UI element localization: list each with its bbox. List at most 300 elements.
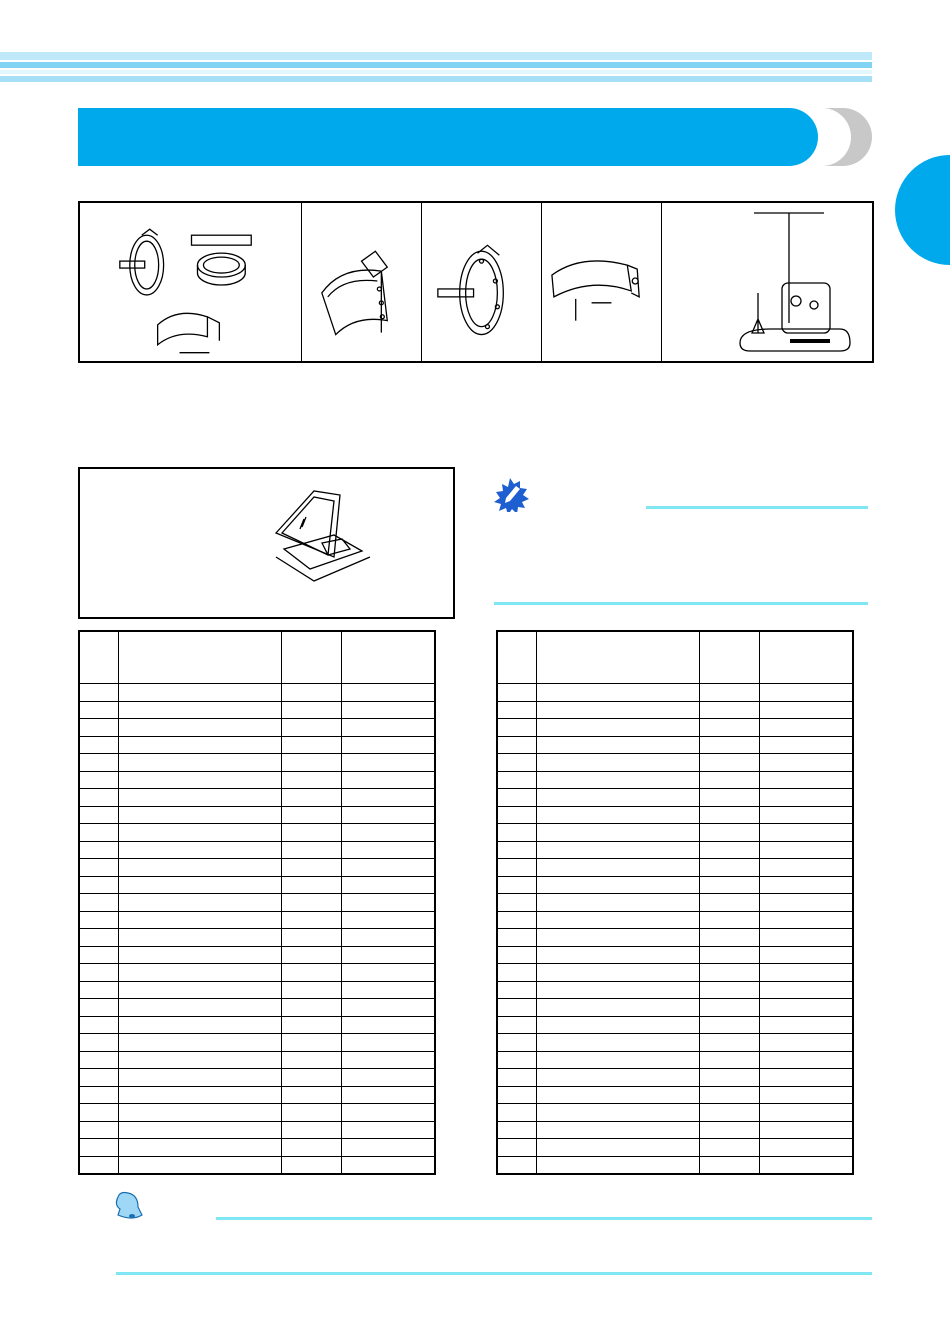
table-cell	[760, 1069, 854, 1087]
note-bell-icon	[112, 1189, 146, 1221]
table-cell	[537, 1034, 700, 1052]
table-cell	[342, 911, 436, 929]
table-cell	[497, 946, 537, 964]
table-row	[497, 1086, 853, 1104]
table-cell	[700, 1069, 760, 1087]
table-row	[497, 1139, 853, 1157]
table-cell	[342, 1034, 436, 1052]
table-cell	[79, 1086, 119, 1104]
table-cell	[497, 1156, 537, 1174]
table-cell	[537, 1069, 700, 1087]
table-header-row	[497, 631, 853, 684]
table-cell	[119, 841, 282, 859]
table-cell	[497, 999, 537, 1017]
table-cell	[342, 929, 436, 947]
table-cell	[537, 806, 700, 824]
table-cell	[282, 859, 342, 877]
table-cell	[700, 1051, 760, 1069]
table-cell	[342, 824, 436, 842]
table-cell	[79, 824, 119, 842]
table-cell	[760, 684, 854, 702]
table-header-cell	[760, 631, 854, 684]
section-title-banner	[78, 108, 818, 166]
table-cell	[537, 789, 700, 807]
left-table	[78, 630, 436, 1175]
table-cell	[497, 1034, 537, 1052]
table-cell	[760, 964, 854, 982]
table-cell	[282, 1086, 342, 1104]
table-row	[497, 894, 853, 912]
table-cell	[119, 1156, 282, 1174]
table-cell	[760, 999, 854, 1017]
table-cell	[760, 754, 854, 772]
table-cell	[342, 684, 436, 702]
table-cell	[119, 981, 282, 999]
table-row	[79, 1104, 435, 1122]
table-cell	[760, 929, 854, 947]
table-cell	[537, 754, 700, 772]
table-cell	[700, 911, 760, 929]
table-cell	[497, 806, 537, 824]
table-cell	[119, 806, 282, 824]
table-cell	[282, 684, 342, 702]
header-stripes	[0, 52, 872, 82]
table-row	[497, 876, 853, 894]
table-row	[79, 719, 435, 737]
table-cell	[79, 929, 119, 947]
table-cell	[282, 1139, 342, 1157]
table-cell	[537, 701, 700, 719]
table-row	[79, 841, 435, 859]
table-row	[497, 1034, 853, 1052]
table-row	[79, 684, 435, 702]
table-cell	[79, 719, 119, 737]
table-cell	[282, 841, 342, 859]
table-cell	[342, 894, 436, 912]
table-cell	[537, 999, 700, 1017]
table-cell	[79, 771, 119, 789]
table-row	[79, 701, 435, 719]
table-cell	[537, 1016, 700, 1034]
table-cell	[760, 1121, 854, 1139]
table-cell	[760, 1086, 854, 1104]
table-cell	[342, 876, 436, 894]
table-cell	[497, 1016, 537, 1034]
table-cell	[119, 754, 282, 772]
table-cell	[700, 1016, 760, 1034]
table-row	[79, 736, 435, 754]
table-cell	[537, 841, 700, 859]
table-cell	[79, 1139, 119, 1157]
table-cell	[760, 771, 854, 789]
table-row	[497, 1016, 853, 1034]
table-row	[79, 1121, 435, 1139]
table-cell	[119, 701, 282, 719]
table-cell	[537, 771, 700, 789]
table-row	[497, 701, 853, 719]
table-cell	[760, 806, 854, 824]
table-cell	[497, 981, 537, 999]
table-cell	[79, 1051, 119, 1069]
table-cell	[119, 1086, 282, 1104]
table-cell	[79, 946, 119, 964]
chapter-tab	[895, 155, 950, 265]
table-header-cell	[282, 631, 342, 684]
table-cell	[537, 736, 700, 754]
table-cell	[282, 1104, 342, 1122]
table-header-cell	[119, 631, 282, 684]
table-cell	[79, 999, 119, 1017]
table-cell	[119, 946, 282, 964]
table-cell	[760, 1016, 854, 1034]
table-cell	[497, 841, 537, 859]
table-cell	[79, 1069, 119, 1087]
table-cell	[537, 876, 700, 894]
table-cell	[700, 719, 760, 737]
table-row	[79, 1051, 435, 1069]
table-cell	[497, 929, 537, 947]
table-cell	[537, 964, 700, 982]
accessory-illustrations	[78, 201, 874, 363]
table-cell	[282, 911, 342, 929]
memo-pencil-icon	[492, 476, 532, 512]
table-row	[79, 806, 435, 824]
table-row	[79, 1034, 435, 1052]
table-cell	[760, 719, 854, 737]
table-cell	[537, 981, 700, 999]
table-row	[79, 981, 435, 999]
cap-frame-icon	[302, 203, 422, 361]
table-cell	[497, 789, 537, 807]
table-cell	[342, 1051, 436, 1069]
table-cell	[79, 1034, 119, 1052]
table-cell	[497, 1104, 537, 1122]
table-cell	[282, 701, 342, 719]
table-row	[497, 684, 853, 702]
table-cell	[79, 684, 119, 702]
table-header-cell	[79, 631, 119, 684]
table-cell	[119, 1016, 282, 1034]
hoop-frames-icon	[80, 203, 302, 361]
table-cell	[760, 824, 854, 842]
note-rule-top	[216, 1217, 872, 1220]
table-cell	[760, 1156, 854, 1174]
table-cell	[700, 771, 760, 789]
table-cell	[282, 1034, 342, 1052]
table-cell	[282, 771, 342, 789]
table-row	[79, 789, 435, 807]
table-cell	[537, 719, 700, 737]
table-cell	[282, 719, 342, 737]
table-cell	[119, 1034, 282, 1052]
table-cell	[282, 806, 342, 824]
note-rule-bottom	[116, 1272, 872, 1275]
table-row	[497, 1104, 853, 1122]
table-cell	[700, 1034, 760, 1052]
table-cell	[119, 911, 282, 929]
design-card-box	[78, 467, 455, 619]
table-cell	[497, 719, 537, 737]
table-cell	[760, 1139, 854, 1157]
table-row	[79, 859, 435, 877]
table-cell	[119, 929, 282, 947]
table-cell	[342, 1139, 436, 1157]
table-row	[497, 789, 853, 807]
table-row	[497, 999, 853, 1017]
table-row	[497, 1121, 853, 1139]
table-cell	[79, 911, 119, 929]
table-cell	[342, 754, 436, 772]
table-cell	[342, 771, 436, 789]
table-cell	[537, 1086, 700, 1104]
table-cell	[342, 719, 436, 737]
table-cell	[119, 719, 282, 737]
table-cell	[497, 859, 537, 877]
table-cell	[79, 1104, 119, 1122]
table-cell	[700, 1086, 760, 1104]
table-cell	[282, 1016, 342, 1034]
table-cell	[79, 894, 119, 912]
table-cell	[282, 894, 342, 912]
table-cell	[79, 876, 119, 894]
table-cell	[497, 824, 537, 842]
cylinder-frame-icon	[542, 203, 662, 361]
table-cell	[282, 929, 342, 947]
table-row	[497, 754, 853, 772]
table-cell	[760, 894, 854, 912]
table-cell	[282, 981, 342, 999]
table-cell	[119, 1121, 282, 1139]
table-row	[79, 771, 435, 789]
table-cell	[700, 736, 760, 754]
table-row	[497, 771, 853, 789]
table-row	[79, 1069, 435, 1087]
table-cell	[760, 789, 854, 807]
table-cell	[700, 841, 760, 859]
table-cell	[537, 929, 700, 947]
table-row	[79, 946, 435, 964]
table-cell	[119, 789, 282, 807]
table-cell	[79, 1121, 119, 1139]
table-header-cell	[537, 631, 700, 684]
table-cell	[79, 789, 119, 807]
table-cell	[342, 1016, 436, 1034]
table-row	[79, 894, 435, 912]
table-row	[497, 824, 853, 842]
memo-rule-bottom	[494, 602, 868, 605]
table-cell	[119, 876, 282, 894]
table-cell	[119, 824, 282, 842]
memo-rule-top	[646, 506, 868, 509]
table-cell	[497, 736, 537, 754]
table-row	[79, 1156, 435, 1174]
table-cell	[537, 911, 700, 929]
table-cell	[282, 946, 342, 964]
table-cell	[119, 894, 282, 912]
table-row	[79, 929, 435, 947]
table-cell	[497, 876, 537, 894]
table-cell	[342, 964, 436, 982]
table-cell	[497, 754, 537, 772]
table-cell	[700, 1121, 760, 1139]
table-cell	[342, 736, 436, 754]
table-cell	[497, 894, 537, 912]
table-row	[497, 929, 853, 947]
table-cell	[760, 1034, 854, 1052]
table-row	[497, 1051, 853, 1069]
table-cell	[342, 841, 436, 859]
table-cell	[342, 1069, 436, 1087]
table-cell	[119, 999, 282, 1017]
table-cell	[79, 964, 119, 982]
table-cell	[119, 859, 282, 877]
table-cell	[342, 1104, 436, 1122]
table-cell	[342, 859, 436, 877]
table-cell	[342, 1121, 436, 1139]
round-frame-icon	[422, 203, 542, 361]
table-row	[79, 911, 435, 929]
table-cell	[700, 754, 760, 772]
table-cell	[700, 806, 760, 824]
table-cell	[119, 1051, 282, 1069]
table-cell	[760, 841, 854, 859]
table-row	[497, 806, 853, 824]
table-cell	[497, 1086, 537, 1104]
note-text	[118, 1226, 868, 1266]
table-cell	[79, 841, 119, 859]
table-cell	[760, 1104, 854, 1122]
table-cell	[119, 771, 282, 789]
table-header-cell	[497, 631, 537, 684]
table-row	[79, 754, 435, 772]
table-cell	[537, 894, 700, 912]
table-cell	[760, 1051, 854, 1069]
table-row	[497, 981, 853, 999]
table-row	[497, 859, 853, 877]
table-cell	[79, 981, 119, 999]
table-cell	[700, 929, 760, 947]
table-cell	[119, 684, 282, 702]
table-row	[79, 1016, 435, 1034]
table-cell	[537, 946, 700, 964]
table-cell	[497, 1121, 537, 1139]
table-row	[497, 1069, 853, 1087]
table-cell	[760, 946, 854, 964]
table-cell	[282, 1121, 342, 1139]
table-cell	[79, 754, 119, 772]
table-cell	[700, 701, 760, 719]
table-cell	[342, 806, 436, 824]
table-cell	[282, 789, 342, 807]
table-row	[497, 736, 853, 754]
table-cell	[79, 736, 119, 754]
table-cell	[700, 981, 760, 999]
table-row	[79, 999, 435, 1017]
table-cell	[342, 701, 436, 719]
table-row	[79, 964, 435, 982]
table-cell	[282, 999, 342, 1017]
table-header-row	[79, 631, 435, 684]
table-cell	[537, 1156, 700, 1174]
table-cell	[497, 701, 537, 719]
table-cell	[119, 964, 282, 982]
table-cell	[342, 1086, 436, 1104]
table-cell	[497, 964, 537, 982]
table-cell	[700, 946, 760, 964]
table-cell	[760, 911, 854, 929]
table-cell	[497, 911, 537, 929]
table-cell	[700, 859, 760, 877]
table-cell	[282, 1051, 342, 1069]
table-row	[497, 946, 853, 964]
table-cell	[537, 859, 700, 877]
table-cell	[119, 1139, 282, 1157]
table-cell	[760, 859, 854, 877]
table-cell	[537, 684, 700, 702]
table-cell	[700, 876, 760, 894]
table-cell	[760, 876, 854, 894]
table-cell	[497, 1069, 537, 1087]
table-cell	[497, 1051, 537, 1069]
table-cell	[79, 806, 119, 824]
table-cell	[342, 789, 436, 807]
table-cell	[79, 859, 119, 877]
table-cell	[700, 684, 760, 702]
table-cell	[119, 1104, 282, 1122]
table-cell	[700, 999, 760, 1017]
table-cell	[700, 1156, 760, 1174]
table-cell	[700, 824, 760, 842]
thread-stand-icon	[662, 203, 872, 361]
table-cell	[342, 999, 436, 1017]
table-cell	[79, 1156, 119, 1174]
table-cell	[342, 981, 436, 999]
table-cell	[700, 789, 760, 807]
table-cell	[700, 894, 760, 912]
table-cell	[497, 684, 537, 702]
table-cell	[760, 981, 854, 999]
table-row	[497, 1156, 853, 1174]
table-cell	[282, 736, 342, 754]
table-cell	[282, 1156, 342, 1174]
table-cell	[282, 1069, 342, 1087]
table-cell	[700, 1139, 760, 1157]
table-row	[79, 1139, 435, 1157]
table-header-cell	[700, 631, 760, 684]
table-row	[497, 719, 853, 737]
table-cell	[537, 1051, 700, 1069]
table-cell	[497, 771, 537, 789]
table-cell	[537, 1121, 700, 1139]
table-cell	[342, 1156, 436, 1174]
table-row	[497, 964, 853, 982]
table-cell	[282, 824, 342, 842]
table-cell	[760, 736, 854, 754]
table-cell	[497, 1139, 537, 1157]
table-row	[79, 824, 435, 842]
table-cell	[537, 1139, 700, 1157]
table-cell	[282, 754, 342, 772]
table-cell	[700, 1104, 760, 1122]
table-cell	[760, 701, 854, 719]
table-cell	[342, 946, 436, 964]
table-cell	[537, 1104, 700, 1122]
memo-text	[496, 514, 866, 594]
table-row	[79, 876, 435, 894]
memory-card-icon	[266, 477, 376, 587]
table-header-cell	[342, 631, 436, 684]
table-cell	[119, 736, 282, 754]
